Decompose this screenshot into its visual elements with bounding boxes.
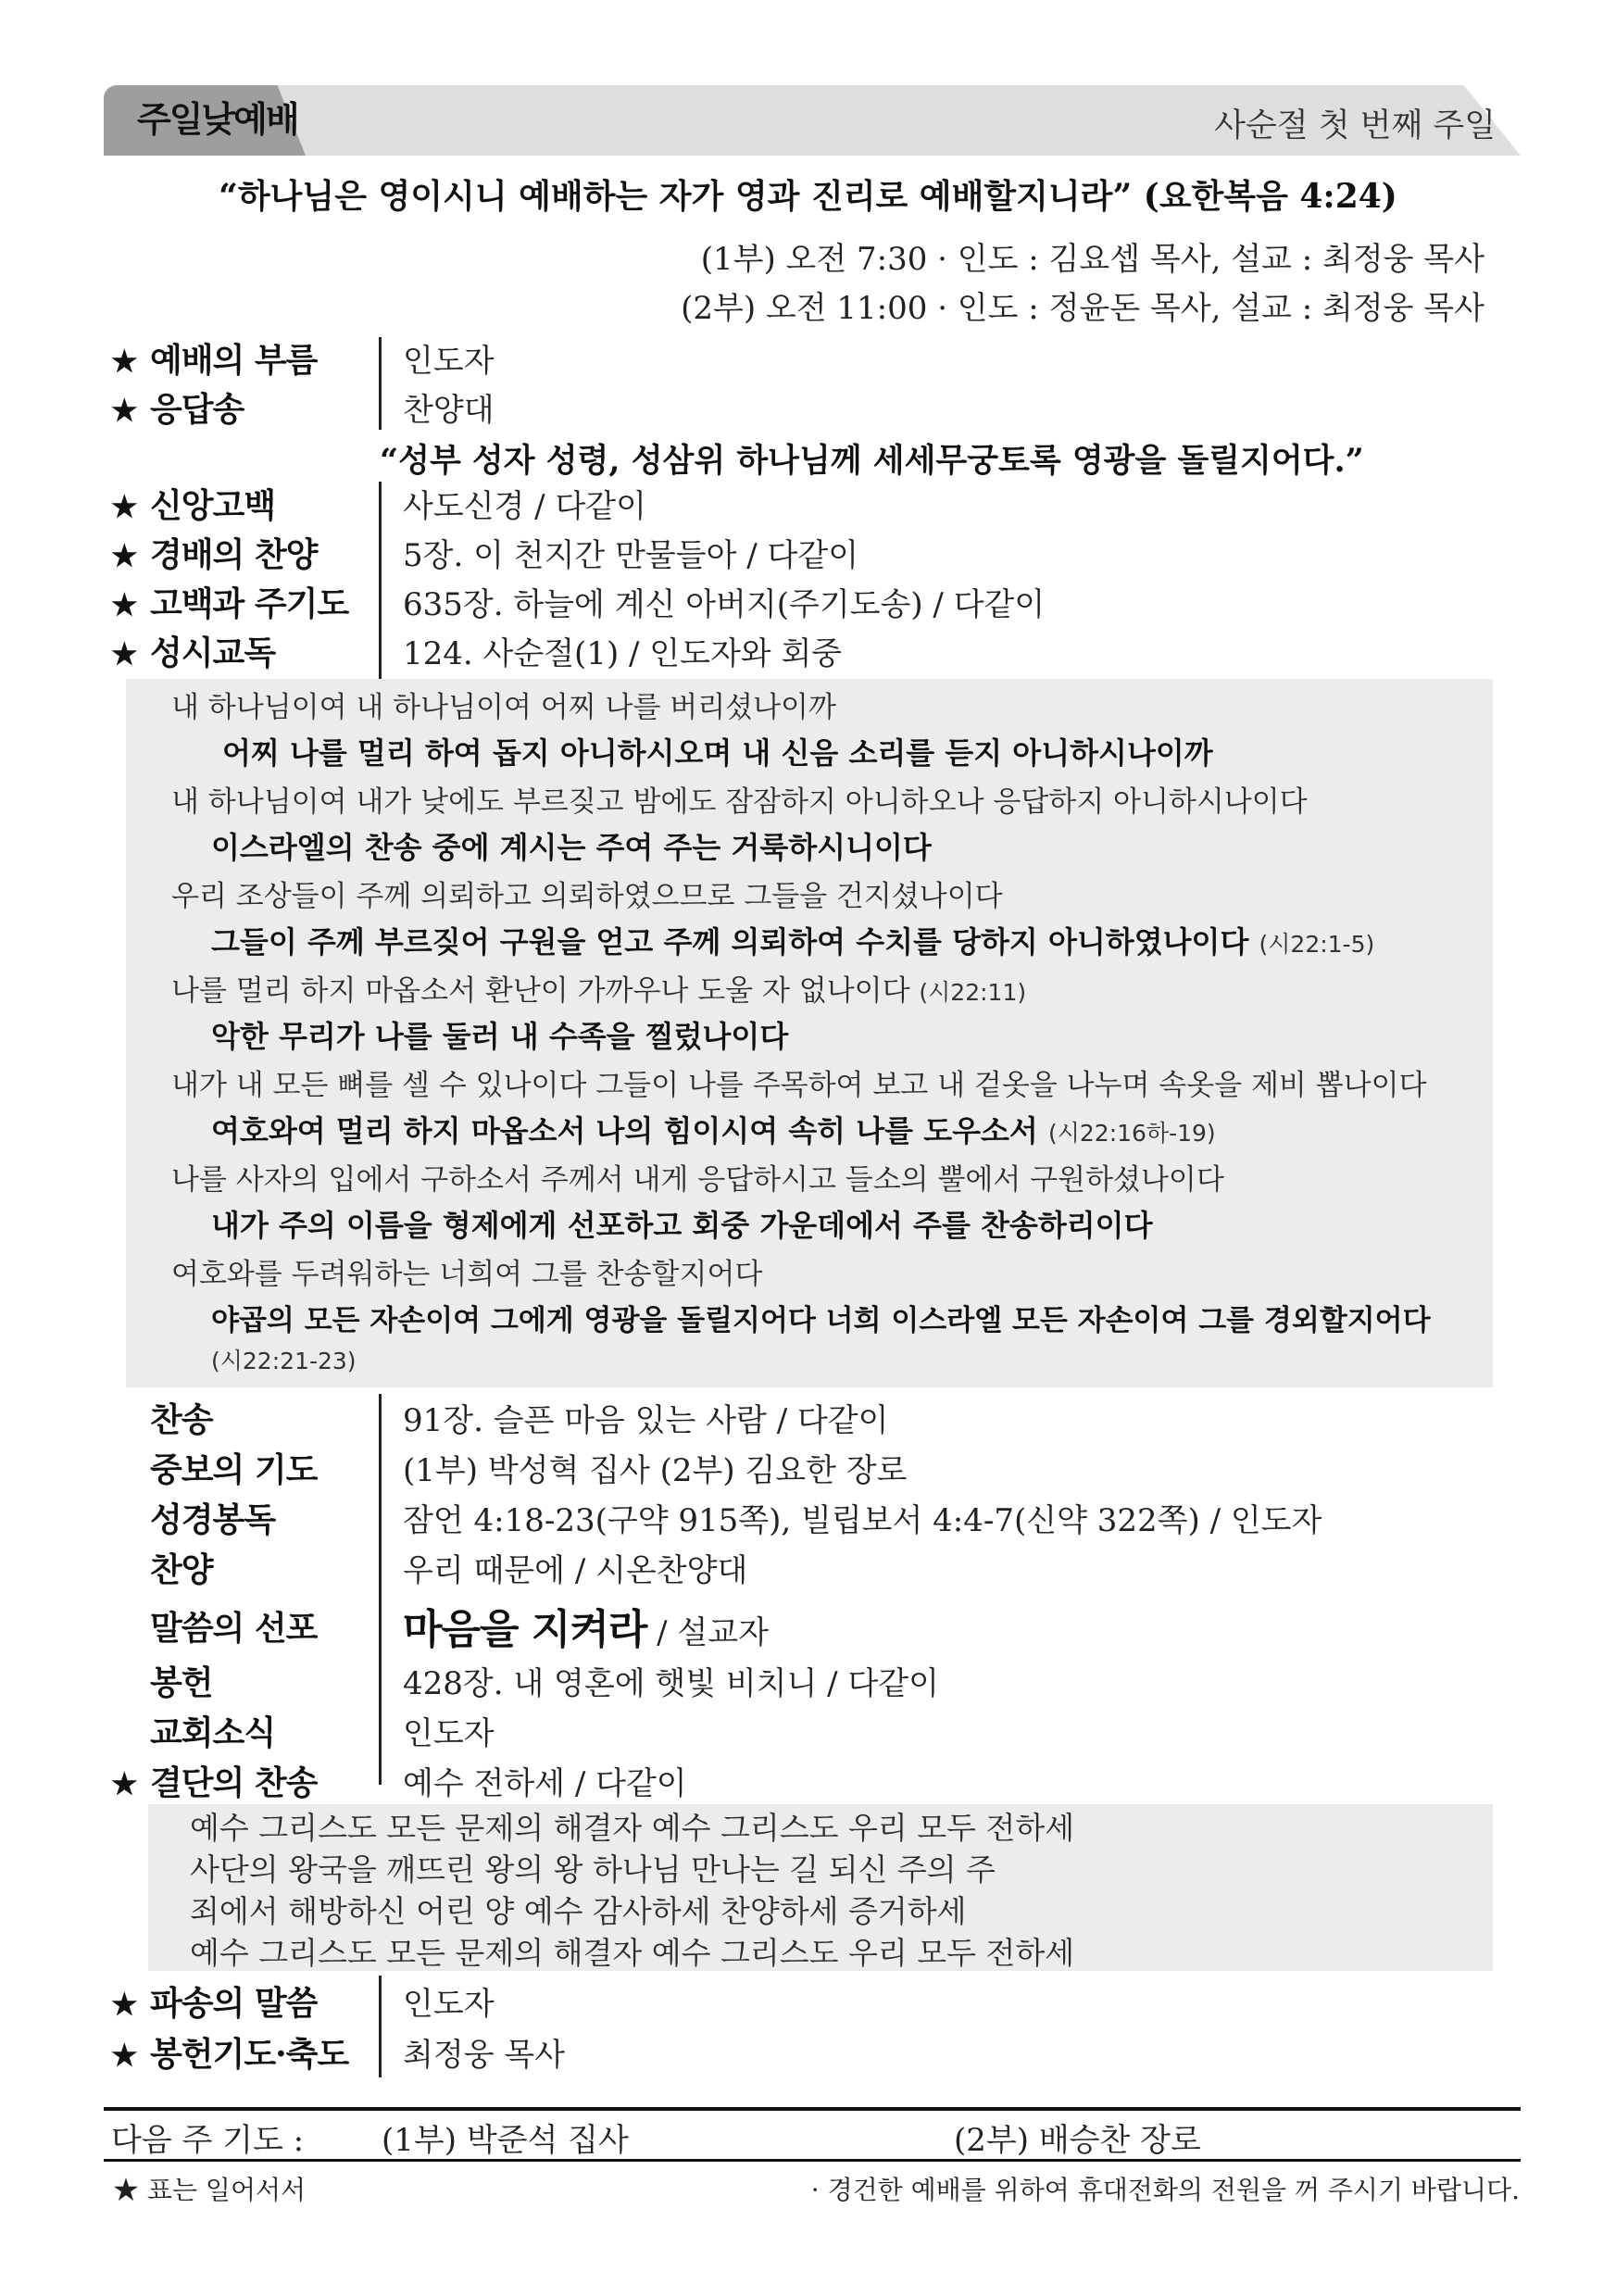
reading-line-congregation: 여호와여 멀리 하지 마옵소서 나의 힘이시여 속히 나를 도우소서 (시22:16하-19) [211, 1113, 1216, 1148]
star-icon: ★ [111, 635, 137, 671]
order-value: 인도자 [403, 342, 495, 380]
theme-verse: “하나님은 영이시니 예배하는 자가 영과 진리로 예배할지니라” (요한복음 4:24) [219, 177, 1397, 216]
order-item [111, 1977, 495, 2024]
order-item [111, 1444, 908, 1490]
order-label: 신앙고백 [150, 485, 276, 525]
reading-line-ref [211, 1343, 357, 1376]
order-label: 봉헌기도·축도 [150, 2034, 349, 2074]
star-icon: ★ [111, 537, 137, 573]
star-icon: ★ [111, 1986, 137, 2022]
order-item [111, 2028, 565, 2075]
hymn-line: 죄에서 해방하신 어린 양 예수 감사하세 찬양하세 증거하세 [190, 1893, 967, 1929]
order-label: 봉헌 [150, 1662, 213, 1702]
order-value: 428장. 내 영혼에 햇빛 비치니 / 다같이 [403, 1664, 939, 1702]
order-item [111, 578, 1045, 624]
order-item-sermon [111, 1598, 769, 1653]
order-label: 성경봉독 [150, 1499, 276, 1539]
footer-rule [104, 2107, 1521, 2111]
hymn-line: 예수 그리스도 모든 문제의 해결자 예수 그리스도 우리 모두 전하세 [190, 1935, 1075, 1971]
order-label: 성시교독 [150, 633, 276, 672]
order-item [111, 1544, 747, 1590]
order-item [111, 1394, 889, 1440]
scripture-ref: (시22:1-5) [1259, 931, 1375, 958]
order-value: 인도자 [403, 1985, 495, 2023]
hymn-line: 예수 그리스도 모든 문제의 해결자 예수 그리스도 우리 모두 전하세 [190, 1810, 1075, 1846]
order-item [111, 480, 646, 526]
page-title: 주일낮예배 [137, 99, 298, 140]
service-time-1: (1부) 오전 7:30 · 인도 : 김요셉 목사, 설교 : 최정웅 목사 [700, 241, 1484, 278]
scripture-ref: (시22:21-23) [211, 1348, 357, 1374]
phone-note: · 경건한 예배를 위하여 휴대전화의 전원을 꺼 주시기 바랍니다. [810, 2175, 1520, 2205]
order-value: 우리 때문에 / 시온찬양대 [403, 1551, 748, 1589]
order-value: / 설교자 [646, 1614, 769, 1651]
reading-line-leader: 내 하나님이여 내 하나님이여 어찌 나를 버리셨나이까 [171, 691, 836, 724]
order-item [111, 1757, 687, 1803]
order-item [111, 1494, 1322, 1540]
next-prayer-2: (2부) 배승찬 장로 [954, 2122, 1201, 2159]
reading-line-congregation: 내가 주의 이름을 형제에게 선포하고 회중 가운데에서 주를 찬송하리이다 [211, 1208, 1153, 1243]
order-label: 파송의 말씀 [150, 1983, 318, 2023]
order-label: 찬양 [150, 1549, 213, 1589]
reading-line-congregation: 야곱의 모든 자손이여 그에게 영광을 돌릴지어다 너희 이스라엘 모든 자손이여 그를 경외할지어다 [211, 1304, 1431, 1337]
order-value: 91장. 슬픈 마음 있는 사람 / 다같이 [403, 1401, 889, 1439]
reading-line-leader: 나를 멀리 하지 마옵소서 환난이 가까우나 도울 자 없나이다 (시22:11) [171, 974, 1027, 1008]
reading-line-leader: 내 하나님이여 내가 낮에도 부르짖고 밤에도 잠잠하지 아니하오나 응답하지 아니하시나이다 [171, 785, 1308, 819]
reading-line-leader: 우리 조상들이 주께 의뢰하고 의뢰하였으므로 그들을 건지셨나이다 [171, 880, 1003, 913]
order-value: 사도신경 / 다같이 [403, 487, 646, 525]
reading-line-congregation: 이스라엘의 찬송 중에 계시는 주여 주는 거룩하시니이다 [211, 830, 932, 865]
order-value: 124. 사순절(1) / 인도자와 회중 [403, 634, 843, 672]
order-item [111, 334, 495, 381]
order-label: 말씀의 선포 [150, 1608, 318, 1648]
star-icon: ★ [111, 343, 137, 379]
order-value: 인도자 [403, 1714, 495, 1752]
order-item [111, 529, 858, 575]
order-item [111, 383, 495, 430]
order-label: 찬송 [150, 1399, 213, 1439]
star-icon: ★ [111, 392, 137, 428]
order-label: 중보의 기도 [150, 1449, 318, 1489]
week-label: 사순절 첫 번째 주일 [1214, 107, 1496, 144]
order-value: 예수 전하세 / 다같이 [403, 1764, 687, 1802]
reading-line-congregation: 어찌 나를 멀리 하여 돕지 아니하시오며 내 신음 소리를 듣지 아니하시나이까 [222, 735, 1213, 771]
order-label: 교회소식 [150, 1713, 276, 1752]
reading-line-leader: 내가 내 모든 뼈를 셀 수 있나이다 그들이 나를 주목하여 보고 내 겉옷을 나누며 속옷을 제비 뽑나이다 [171, 1069, 1427, 1102]
next-prayer-label: 다음 주 기도 : [111, 2122, 305, 2159]
order-label: 경배의 찬양 [150, 534, 318, 574]
order-value: 최정웅 목사 [403, 2036, 566, 2074]
hymn-line: 사단의 왕국을 깨뜨린 왕의 왕 하나님 만나는 길 되신 주의 주 [190, 1851, 996, 1888]
order-value: 잠언 4:18-23(구약 915쪽), 빌립보서 4:4-7(신약 322쪽) / 인도자 [403, 1501, 1322, 1539]
service-time-2: (2부) 오전 11:00 · 인도 : 정윤돈 목사, 설교 : 최정웅 목사 [681, 290, 1484, 327]
sermon-title: 마음을 지켜라 [403, 1606, 647, 1653]
footer-rule [104, 2159, 1521, 2162]
next-prayer-1: (1부) 박준석 집사 [382, 2122, 629, 2159]
order-value: 635장. 하늘에 계신 아버지(주기도송) / 다같이 [403, 585, 1046, 623]
order-label: 결단의 찬송 [150, 1763, 318, 1802]
order-label: 응답송 [150, 389, 244, 429]
star-icon: ★ [111, 488, 137, 524]
reading-line-congregation: 악한 무리가 나를 둘러 내 수족을 찔렀나이다 [211, 1019, 789, 1054]
reading-line-congregation: 그들이 주께 부르짖어 구원을 얻고 주께 의뢰하여 수치를 당하지 아니하였나이다 (시22:1-5) [211, 924, 1375, 960]
order-label: 예배의 부름 [150, 340, 318, 380]
order-label: 고백과 주기도 [150, 583, 349, 623]
scripture-ref: (시22:16하-19) [1047, 1120, 1216, 1147]
order-value: (1부) 박성혁 집사 (2부) 김요한 장로 [403, 1451, 908, 1489]
reading-line-leader: 나를 사자의 입에서 구하소서 주께서 내게 응답하시고 들소의 뿔에서 구원하셨나이다 [171, 1163, 1224, 1197]
star-icon: ★ [111, 2037, 137, 2073]
gloria-patri: “성부 성자 성령, 성삼위 하나님께 세세무궁토록 영광을 돌릴지어다.” [380, 442, 1364, 480]
order-item [111, 1707, 495, 1753]
order-item [111, 627, 842, 673]
order-value: 5장. 이 천지간 만물들아 / 다같이 [403, 536, 859, 574]
standing-note: ★ 표는 일어서서 [113, 2175, 307, 2205]
star-icon: ★ [111, 1765, 137, 1801]
scripture-ref: (시22:11) [919, 979, 1027, 1006]
reading-line-leader: 여호와를 두려워하는 너희여 그를 찬송할지어다 [171, 1258, 763, 1291]
order-value: 찬양대 [403, 391, 495, 429]
order-item [111, 1657, 939, 1703]
star-icon: ★ [111, 586, 137, 622]
